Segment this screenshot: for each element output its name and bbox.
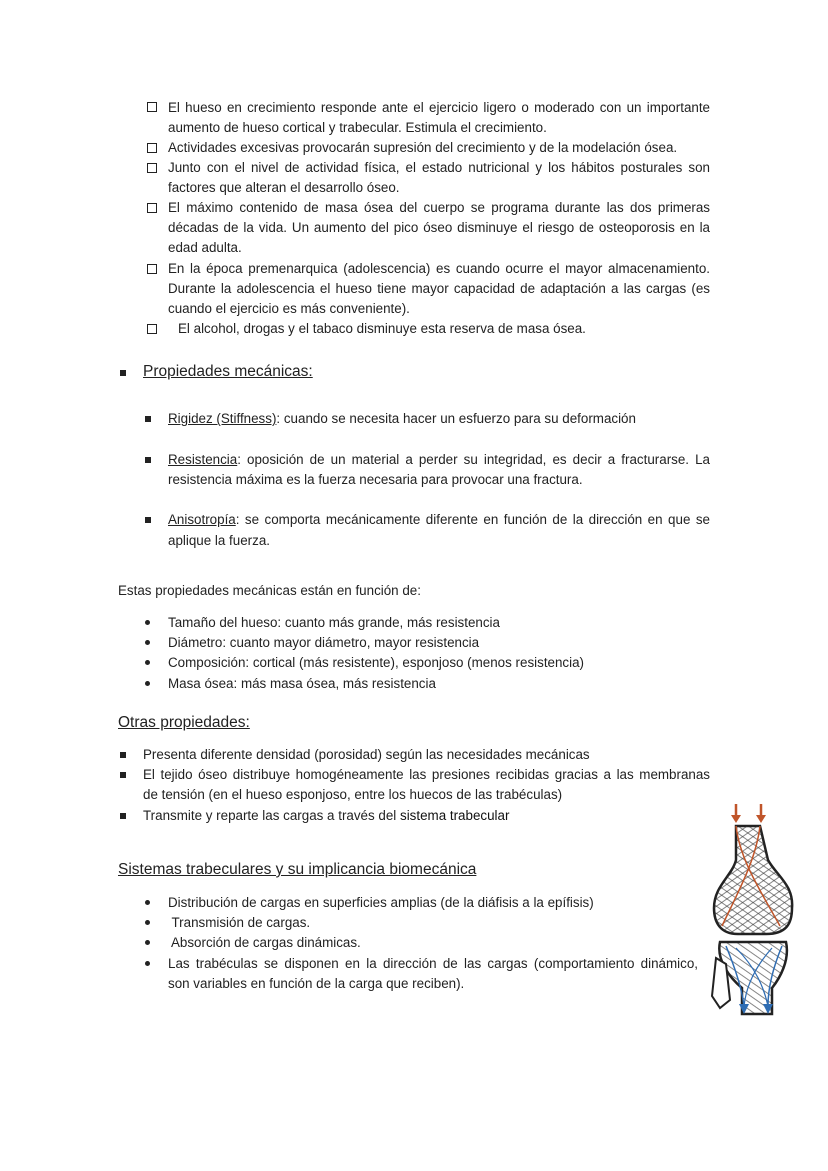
- bullet-dot-icon: [145, 660, 150, 665]
- knee-trabecular-diagram-icon: [706, 800, 798, 1020]
- checklist-item-1-line-2: aumento de hueso cortical y trabecular. Estimula el crecimiento.: [168, 120, 547, 135]
- trabecular-item-4-line-1: Las trabéculas se disponen en la dirección de las cargas (comportamiento dinámico,: [168, 956, 698, 971]
- mechanical-item-rigidez-text: : cuando se necesita hacer un esfuerzo para su deformación: [276, 411, 636, 426]
- bullet-dot-icon: [145, 620, 150, 625]
- mechanical-item-resistencia: [168, 450, 710, 470]
- term-resistencia: Resistencia: [168, 452, 238, 467]
- bullet-dot-icon: [145, 961, 150, 966]
- checklist-item-5-line-1: En la época premenarquica (adolescencia) es cuando ocurre el mayor almacenamiento.: [168, 261, 710, 276]
- checkbox-icon: [147, 264, 157, 274]
- other-item-2-line-1: El tejido óseo distribuye homogéneamente las presiones recibidas gracias a las membranas: [143, 767, 710, 782]
- checkbox-icon: [147, 102, 157, 112]
- mechanical-item-anisotropia-text: : se comporta mecánicamente diferente en función de la dirección en que se: [235, 512, 710, 527]
- function-of-intro: Estas propiedades mecánicas están en función de:: [118, 583, 421, 598]
- bullet-square-icon: [145, 517, 151, 523]
- bullet-dot-icon: [145, 900, 150, 905]
- function-of-item-1: Tamaño del hueso: cuanto más grande, más resistencia: [168, 615, 500, 630]
- trabecular-item-4-line-2: son variables en función de la carga que reciben).: [168, 976, 465, 991]
- checklist-item-5-line-3: cuando el ejercicio es más conveniente).: [168, 301, 410, 316]
- checkbox-icon: [147, 324, 157, 334]
- other-item-3: [143, 806, 509, 826]
- checklist-item-3-line-2: factores que alteran el desarrollo óseo.: [168, 180, 400, 195]
- checklist-item-3-line-1: Junto con el nivel de actividad física, el estado nutricional y los hábitos posturales son: [168, 160, 710, 175]
- bullet-square-icon: [145, 457, 151, 463]
- mechanical-item-resistencia-line-2: resistencia máxima es la fuerza necesaria para provocar una fractura.: [168, 472, 583, 487]
- checklist-item-6-line-1: El alcohol, drogas y el tabaco disminuye esta reserva de masa ósea.: [178, 321, 586, 336]
- checkbox-icon: [147, 203, 157, 213]
- term-rigidez: Rigidez (Stiffness): [168, 411, 277, 426]
- other-item-3-text: Transmite y reparte las cargas a través del: [143, 808, 401, 823]
- bullet-square-icon: [120, 752, 126, 758]
- bullet-dot-icon: [145, 640, 150, 645]
- mechanical-item-resistencia-text: : oposición de un material a perder su integridad, es decir a fracturarse. La: [237, 452, 710, 467]
- other-item-3-strong: sistema trabecular: [400, 808, 510, 823]
- checklist-item-4-line-2: décadas de la vida. Un aumento del pico óseo disminuye el riesgo de osteoporosis en la: [168, 220, 710, 235]
- checklist-item-2-line-1: Actividades excesivas provocarán supresión del crecimiento y de la modelación ósea.: [168, 140, 678, 155]
- checkbox-icon: [147, 163, 157, 173]
- mechanical-item-anisotropia-line-2: aplique la fuerza.: [168, 533, 270, 548]
- mechanical-heading: Propiedades mecánicas:: [143, 363, 313, 380]
- bullet-square-icon: [120, 813, 126, 819]
- term-anisotropia: Anisotropía: [168, 512, 236, 527]
- checklist-item-1-line-1: El hueso en crecimiento responde ante el ejercicio ligero o moderado con un importante: [168, 100, 710, 115]
- trabecular-item-1: Distribución de cargas en superficies amplias (de la diáfisis a la epífisis): [168, 895, 594, 910]
- bullet-dot-icon: [145, 920, 150, 925]
- mechanical-item-rigidez: [168, 409, 636, 429]
- checklist-item-4-line-3: edad adulta.: [168, 240, 242, 255]
- bullet-dot-icon: [145, 940, 150, 945]
- function-of-item-4: Masa ósea: más masa ósea, más resistencia: [168, 676, 436, 691]
- other-heading: Otras propiedades:: [118, 714, 250, 731]
- bullet-square-icon: [120, 370, 126, 376]
- mechanical-item-anisotropia: [168, 510, 710, 530]
- other-item-1: Presenta diferente densidad (porosidad) según las necesidades mecánicas: [143, 747, 590, 762]
- compression-arrows: [731, 804, 766, 823]
- bullet-dot-icon: [145, 681, 150, 686]
- function-of-item-2: Diámetro: cuanto mayor diámetro, mayor resistencia: [168, 635, 480, 650]
- other-item-2-line-2: de tensión (en el hueso esponjoso, entre los huecos de las trabéculas): [143, 787, 563, 802]
- trabecular-item-2: Transmisión de cargas.: [168, 915, 311, 930]
- bullet-square-icon: [145, 416, 151, 422]
- trabecular-item-3: Absorción de cargas dinámicas.: [168, 935, 361, 950]
- checkbox-icon: [147, 143, 157, 153]
- trabecular-heading: Sistemas trabeculares y su implicancia biomecánica: [118, 861, 477, 878]
- bullet-square-icon: [120, 772, 126, 778]
- checklist-item-5-line-2: Durante la adolescencia el hueso tiene mayor capacidad de adaptación a las cargas (es: [168, 281, 710, 296]
- checklist-item-4-line-1: El máximo contenido de masa ósea del cuerpo se programa durante las dos primeras: [168, 200, 710, 215]
- function-of-item-3: Composición: cortical (más resistente), esponjoso (menos resistencia): [168, 655, 585, 670]
